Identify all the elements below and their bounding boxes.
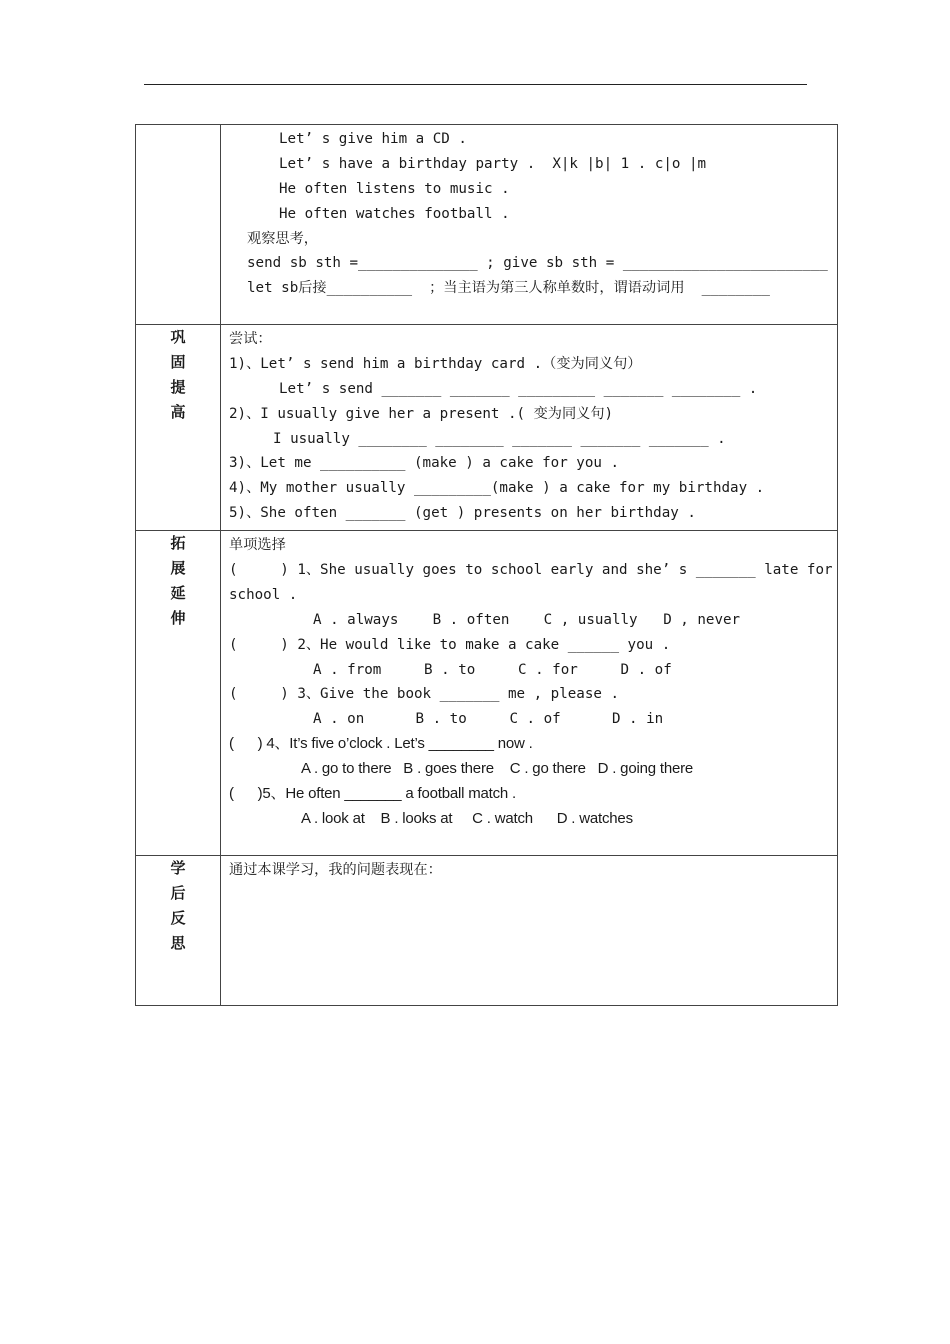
choice-options: A . on B . to C . of D . in [313, 711, 664, 728]
choice-title: 单项选择 [229, 537, 286, 554]
choice-options: A . go to there B . goes there C . go there D . going there [301, 760, 694, 778]
observe-content-cell [221, 125, 838, 325]
example-sentence: Let’ s have a birthday party . X|k |b| 1 . c|o |m [279, 155, 707, 172]
exercise-question: 4)、My mother usually _________(make ) a cake for my birthday . [229, 480, 765, 497]
example-sentence: He often listens to music . [279, 180, 510, 197]
extend-row [136, 531, 838, 856]
reflect-row [136, 856, 838, 1006]
choice-question: ( ) 1、She usually goes to school early and she’ s _______ late for [229, 562, 833, 579]
consolidate-row [136, 325, 838, 531]
worksheet-table [135, 124, 838, 1006]
exercise-question: 1)、Let’ s send him a birthday card .（变为同义句） [229, 355, 642, 372]
exercise-fill: Let’ s send _______ _______ _________ _______ ________ . [279, 380, 758, 397]
send-give-rule: send sb sth =______________ ; give sb sth = ________________________ [247, 255, 828, 272]
choice-options: A . always B . often C , usually D , never [313, 611, 741, 628]
exercise-fill: I usually ________ ________ _______ _______ _______ . [273, 430, 726, 447]
consolidate-content-cell [221, 325, 838, 531]
example-sentence: Let’ s give him a CD . [279, 131, 467, 147]
choice-question: ( ) 4、It’s five o’clock . Let’s ________ now . [229, 735, 533, 753]
example-sentence: He often watches football . [279, 205, 510, 222]
observe-prompt: 观察思考， [247, 230, 318, 247]
extend-label-cell [136, 531, 221, 856]
reflect-prompt: 通过本课学习，我的问题表现在： [229, 862, 442, 879]
exercise-question: 5)、She often _______ (get ) presents on her birthday . [229, 505, 696, 522]
let-rule: let sb后接__________ ；当主语为第三人称单数时，谓语动词用 ________ [247, 280, 770, 297]
extend-content-cell [221, 531, 838, 856]
reflect-content-cell [221, 856, 838, 1006]
consolidate-label-cell [136, 325, 221, 531]
choice-question: ( )5、He often _______ a football match . [229, 785, 517, 803]
section-label-consolidate: 巩固提高 [170, 328, 186, 421]
exercise-question: 2)、I usually give her a present .( 变为同义句) [229, 405, 614, 422]
choice-question: ( ) 3、Give the book _______ me , please . [229, 686, 620, 703]
exercise-question: 3)、Let me __________ (make ) a cake for you . [229, 455, 620, 472]
choice-question-continued: school . [229, 586, 298, 603]
reflect-label-cell [136, 856, 221, 1006]
choice-options: A . from B . to C . for D . of [313, 661, 672, 678]
attempt-title: 尝试： [229, 331, 272, 347]
observe-row [136, 125, 838, 325]
section-label-extend: 拓展延伸 [170, 534, 186, 628]
choice-question: ( ) 2、He would like to make a cake ______ you . [229, 636, 671, 653]
header-rule [144, 84, 807, 85]
observe-label-cell [136, 125, 221, 325]
choice-options: A . look at B . looks at C . watch D . watches [301, 809, 633, 827]
section-label-reflect: 学后反思 [170, 859, 186, 953]
